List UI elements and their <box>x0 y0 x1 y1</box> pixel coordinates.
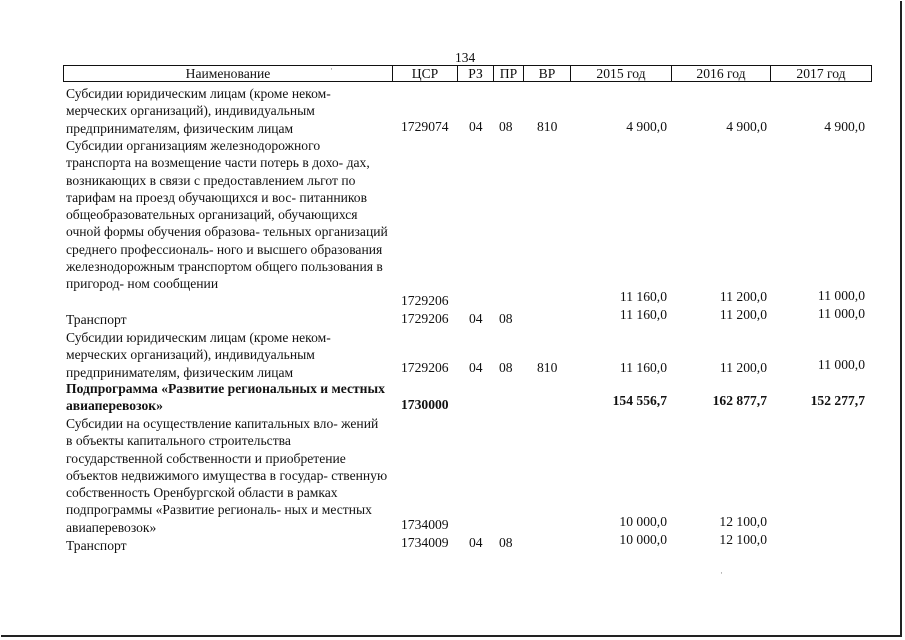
row-2016: 12 100,0 <box>719 514 767 529</box>
header-pr: ПР <box>493 65 524 82</box>
row-2016: 11 200,0 <box>719 360 767 375</box>
row-2017: 4 900,0 <box>824 119 865 134</box>
row-vr: 810 <box>537 360 558 375</box>
row-2015: 11 160,0 <box>619 360 667 375</box>
row-csr: 1729206 <box>401 293 449 308</box>
header-vr: ВР <box>523 65 571 82</box>
row-2017: 11 000,0 <box>817 306 865 321</box>
row-2015: 10 000,0 <box>619 532 667 547</box>
row-2017: 11 000,0 <box>817 288 865 303</box>
row-csr: 1734009 <box>401 517 449 532</box>
row-csr: 1734009 <box>401 535 449 550</box>
row-2016: 4 900,0 <box>726 119 767 134</box>
row-2016: 11 200,0 <box>719 307 767 322</box>
row-2016: 12 100,0 <box>719 532 767 547</box>
row-2015: 11 160,0 <box>619 289 667 304</box>
row-name: Транспорт <box>66 312 127 327</box>
header-2015: 2015 год <box>570 65 672 82</box>
row-2015: 10 000,0 <box>619 514 667 529</box>
row-name: Транспорт <box>66 538 127 553</box>
row-name: Субсидии юридическим лицам (кроме неком- мерческих организаций), индивидуальным предпринимателям, физическим лицам <box>66 86 331 136</box>
header-rz: РЗ <box>457 65 494 82</box>
row-name: Субсидии на осуществление капитальных вло- жений в объекты капитального строительства государственной собственности и приобретение объектов недвижимого имущества в государ- ственную собственность Оренбургской области в рамках подпрограммы «Развитие региональ- ных и местных авиаперевозок» <box>66 416 388 535</box>
row-pr: 08 <box>499 360 513 375</box>
table-header <box>63 65 872 82</box>
row-2015: 4 900,0 <box>626 119 667 134</box>
row-2017: 152 277,7 <box>810 393 865 408</box>
row-vr: 810 <box>537 119 558 134</box>
header-name: Наименование <box>63 65 393 82</box>
row-name: Подпрограмма «Развитие региональных и местных авиаперевозок» <box>66 381 385 414</box>
row-pr: 08 <box>499 119 513 134</box>
header-2017: 2017 год <box>770 65 872 82</box>
scan-speck: · <box>330 64 333 74</box>
row-pr: 08 <box>499 535 513 550</box>
row-csr: 1730000 <box>401 397 449 412</box>
row-2015: 11 160,0 <box>619 307 667 322</box>
row-pr: 08 <box>499 311 513 326</box>
row-csr: 1729206 <box>401 360 449 375</box>
row-csr: 1729074 <box>401 119 449 134</box>
row-2016: 162 877,7 <box>712 393 767 408</box>
row-2016: 11 200,0 <box>719 289 767 304</box>
row-name: Субсидии юридическим лицам (кроме неком- мерческих организаций), индивидуальным предпринимателям, физическим лицам <box>66 330 331 380</box>
row-csr: 1729206 <box>401 311 449 326</box>
header-2016: 2016 год <box>671 65 771 82</box>
row-rz: 04 <box>469 119 483 134</box>
header-csr: ЦСР <box>392 65 458 82</box>
row-rz: 04 <box>469 535 483 550</box>
row-rz: 04 <box>469 311 483 326</box>
row-name: Субсидии организациям железнодорожного транспорта на возмещение части потерь в дохо- дах, возникающих в связи с предоставлением льгот по тарифам на проезд обучающихся и вос- питанников общеобразовательных организаций, обучающихся очной формы обучения образова- тельных организаций среднего профессиональ- ного и высшего образования железнодорожным транспортом общего пользования в пригород- ном сообщении <box>66 138 388 292</box>
page-number: 134 <box>455 50 476 65</box>
scan-speck: · <box>720 568 723 578</box>
row-2017: 11 000,0 <box>817 357 865 372</box>
row-2015: 154 556,7 <box>612 393 667 408</box>
row-rz: 04 <box>469 360 483 375</box>
